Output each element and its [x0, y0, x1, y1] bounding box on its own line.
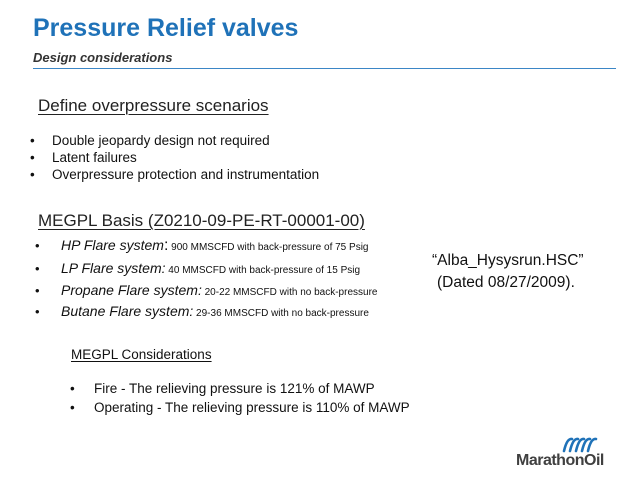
bullet: •: [30, 133, 35, 148]
bullet: •: [70, 400, 75, 415]
quote-date: (Dated 08/27/2009).: [437, 274, 575, 291]
list-item: • Overpressure protection and instrumentation: [30, 167, 320, 182]
marathon-oil-logo: [516, 435, 622, 471]
slide-subtitle: Design considerations: [33, 50, 173, 65]
list-item: • Fire - The relieving pressure is 121% of MAWP: [70, 381, 375, 396]
list-item: • Double jeopardy design not required: [30, 133, 270, 148]
bullet: •: [30, 167, 35, 182]
quote-filename: “Alba_Hysysrun.HSC”: [432, 252, 584, 269]
section-heading-megpl-basis: MEGPL Basis (Z0210-09-PE-RT-00001-00): [38, 211, 365, 230]
list-item: • Propane Flare system: 20-22 MMSCFD with no back-pressure: [35, 282, 378, 298]
title-divider: [33, 68, 616, 69]
list-item: • Butane Flare system: 29-36 MMSCFD with no back-pressure: [35, 303, 369, 319]
bullet: •: [35, 261, 40, 276]
slide-title: Pressure Relief valves: [33, 14, 299, 42]
list-item: • LP Flare system: 40 MMSCFD with back-pressure of 15 Psig: [35, 260, 361, 276]
bullet: •: [35, 283, 40, 298]
marathon-wave-logo-icon: [562, 435, 600, 453]
bullet: •: [35, 304, 40, 319]
list-item: • HP Flare system: 900 MMSCFD with back-pressure of 75 Psig: [35, 237, 369, 254]
logo-text: MarathonOil: [516, 452, 604, 469]
bullet: •: [35, 238, 40, 253]
section-heading-overpressure: Define overpressure scenarios: [38, 96, 269, 115]
list-item: • Operating - The relieving pressure is 110% of MAWP: [70, 400, 410, 415]
section-heading-megpl-considerations: MEGPL Considerations: [71, 347, 212, 362]
bullet: •: [70, 381, 75, 396]
list-item: • Latent failures: [30, 150, 137, 165]
bullet: •: [30, 150, 35, 165]
